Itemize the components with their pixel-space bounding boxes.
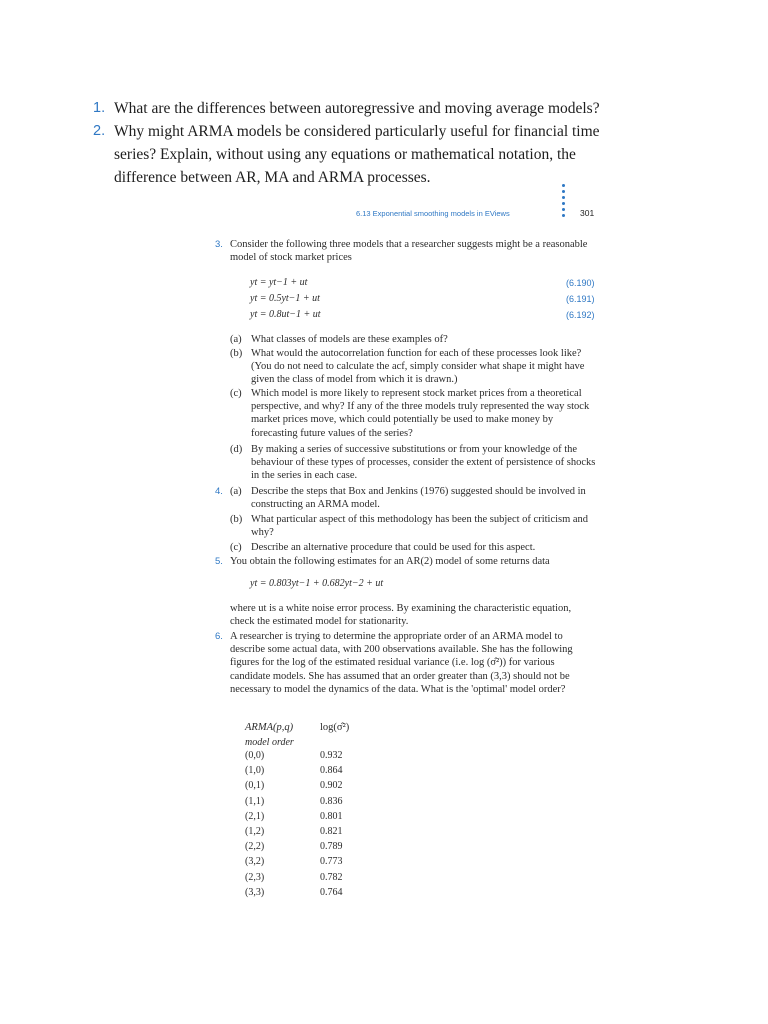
table-cell-order: (2,2): [245, 841, 265, 852]
question-3-part-d: [230, 443, 600, 483]
question-5-intro: You obtain the following estimates for an AR(2) model of some returns data: [230, 556, 550, 567]
table-cell-value: 0.902: [320, 780, 343, 791]
table-cell-value: 0.836: [320, 796, 343, 807]
equation: yt = 0.803yt−1 + 0.682yt−2 + ut: [250, 578, 384, 589]
table-cell-order: (1,1): [245, 796, 265, 807]
part-label: (a): [230, 486, 242, 497]
table-cell-order: (1,0): [245, 765, 265, 776]
table-cell-value: 0.801: [320, 811, 343, 822]
part-label: (c): [230, 542, 242, 553]
margin-dots: [562, 184, 566, 220]
page-number: 301: [580, 208, 595, 218]
table-cell-order: (3,2): [245, 856, 265, 867]
part-text: What particular aspect of this methodology has been the subject of criticism and why?: [251, 514, 589, 539]
table-cell-order: (2,3): [245, 872, 265, 883]
question-1: [93, 97, 633, 120]
question-text: Why might ARMA models be considered particularly useful for financial time series? Explain, without using any equations or mathematical notation, the difference between AR, MA and ARMA processes.: [114, 123, 600, 186]
equation-number: (6.191): [566, 294, 595, 304]
equation-number: (6.192): [566, 310, 595, 320]
part-label: (d): [230, 444, 243, 455]
question-2: [93, 120, 633, 189]
part-text: What would the autocorrelation function for each of these processes look like? (You do not need to calculate the acf, simply consider what shape it might have given the class of model from which it is drawn.): [251, 348, 585, 386]
question-4-part-b: [230, 513, 600, 539]
part-text: By making a series of successive substitutions or from your knowledge of the behaviour of these types of processes, consider the extent of persistence of shocks in the series in each case.: [251, 444, 596, 482]
question-5-number: 5.: [215, 556, 223, 567]
table-cell-value: 0.773: [320, 856, 343, 867]
equation: yt = 0.5yt−1 + ut: [250, 293, 320, 304]
part-text: Describe an alternative procedure that could be used for this aspect.: [251, 542, 536, 553]
table-cell-value: 0.864: [320, 765, 343, 776]
part-label: (c): [230, 388, 242, 399]
table-cell-order: (0,1): [245, 780, 265, 791]
table-subheader: model order: [245, 737, 294, 748]
question-3-part-b: [230, 347, 600, 387]
question-text: What are the differences between autoregressive and moving average models?: [114, 100, 600, 117]
table-cell-value: 0.789: [320, 841, 343, 852]
equation: yt = yt−1 + ut: [250, 277, 308, 288]
table-header-value: log(σ̂²): [320, 722, 350, 733]
table-cell-value: 0.764: [320, 887, 343, 898]
question-4-part-a: [230, 485, 600, 511]
table-cell-order: (0,0): [245, 750, 265, 761]
table-cell-value: 0.821: [320, 826, 343, 837]
part-label: (b): [230, 348, 243, 359]
question-6-text: A researcher is trying to determine the appropriate order of an ARMA model to describe some actual data, with 200 observations available. She has the following figures for the log of the estimated residual variance (i.e. log (σ̂²)) for various candidate models. She has assumed that an order greater than (3,3) should not be necessary to model the dynamics of the data. What is the 'optimal' model order?: [230, 631, 573, 695]
running-head: 6.13 Exponential smoothing models in EViews: [356, 209, 510, 218]
question-3-number: 3.: [215, 239, 223, 250]
part-text: Describe the steps that Box and Jenkins (1976) suggested should be involved in constructing an ARMA model.: [251, 486, 586, 511]
table-cell-order: (3,3): [245, 887, 265, 898]
question-3-part-a: [230, 333, 600, 346]
table-cell-order: (2,1): [245, 811, 265, 822]
question-6-number: 6.: [215, 631, 223, 642]
equation: yt = 0.8ut−1 + ut: [250, 309, 321, 320]
part-label: (b): [230, 514, 243, 525]
question-number: 1.: [93, 100, 106, 116]
part-text: What classes of models are these examples of?: [251, 334, 448, 345]
question-3-intro: Consider the following three models that a researcher suggests might be a reasonable model of stock market prices: [230, 239, 588, 264]
question-3-part-c: [230, 387, 600, 440]
table-header-order: ARMA(p,q): [245, 722, 294, 733]
table-cell-order: (1,2): [245, 826, 265, 837]
question-number: 2.: [93, 123, 106, 139]
part-label: (a): [230, 334, 242, 345]
question-4-part-c: [230, 541, 600, 554]
part-text: Which model is more likely to represent stock market prices from a theoretical perspective, and why? If any of the three models truly represented the way stock market prices move, which could potentially be used to make money by forecasting future values of the series?: [251, 388, 590, 439]
table-cell-value: 0.782: [320, 872, 343, 883]
equation-number: (6.190): [566, 278, 595, 288]
table-cell-value: 0.932: [320, 750, 343, 761]
question-5-text: where ut is a white noise error process. By examining the characteristic equation, check the estimated model for stationarity.: [230, 603, 572, 628]
question-4-number: 4.: [215, 486, 223, 497]
